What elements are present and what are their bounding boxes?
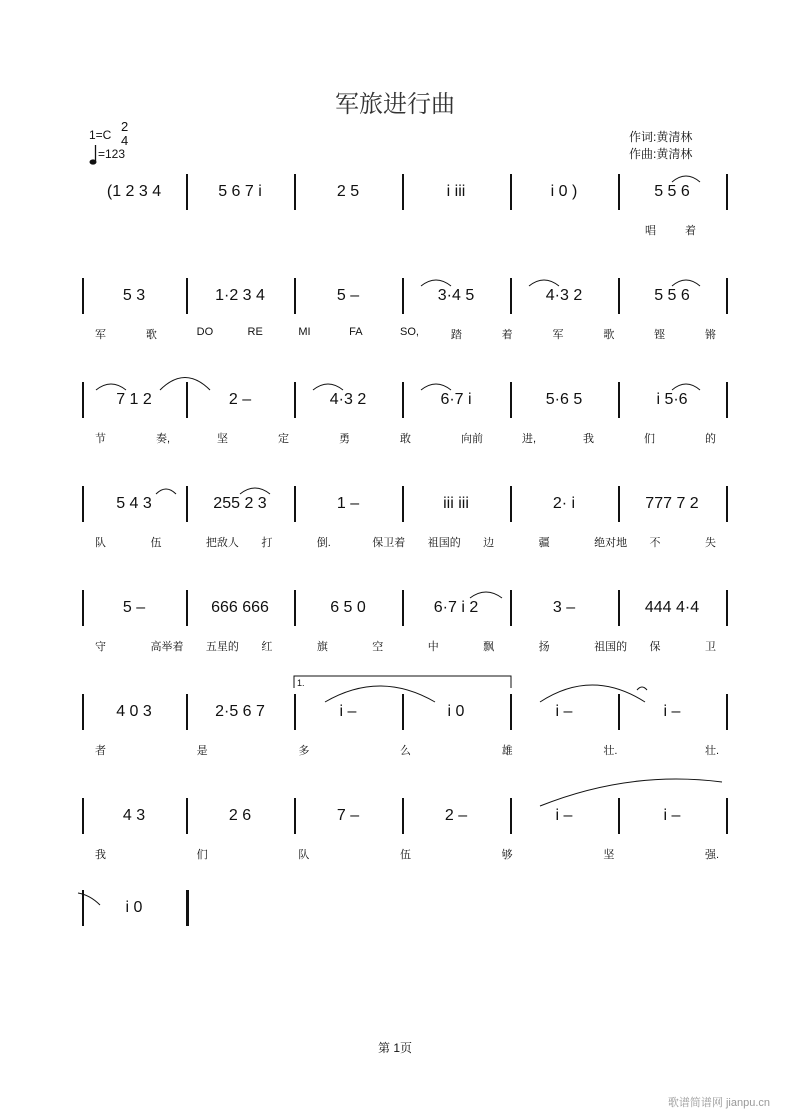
measure: 4 0 3 [116, 703, 152, 720]
lyric-syllable: 雄 [501, 745, 513, 757]
lyric-syllable: 打 [261, 537, 273, 549]
page-footer: 第 1页 [377, 1041, 412, 1055]
lyric-syllable: 么 [400, 745, 411, 757]
barline [726, 694, 728, 730]
barline [294, 382, 296, 418]
measure: 3·4 5 [437, 287, 475, 304]
lyric-syllable: 中 [427, 641, 439, 653]
barline [294, 798, 296, 834]
measure: 6·7 i 2 [433, 599, 479, 616]
lyric-syllable: 红 [261, 641, 273, 653]
measure: 5 4 3 [116, 495, 152, 512]
lyric-syllable: 踏 [450, 329, 462, 341]
barline [618, 590, 620, 626]
barline [726, 174, 728, 210]
barline [186, 174, 188, 210]
barline [402, 694, 404, 730]
measure: 255 2 3 [213, 495, 267, 512]
score-row [0, 172, 790, 272]
measure: (1 2 3 4 [106, 183, 162, 200]
lyric-syllable: RE [247, 326, 263, 338]
measure: 4·3 2 [329, 391, 367, 408]
barline [618, 382, 620, 418]
score-row [0, 692, 790, 792]
barline [186, 278, 188, 314]
lyric-syllable: 向前 [461, 433, 483, 445]
measure: i 0 ) [550, 183, 578, 200]
lyric-syllable: 多 [298, 745, 310, 757]
measure: i iii [446, 183, 466, 200]
lyric-syllable: 祖国的 [594, 641, 628, 653]
lyric-syllable: 保卫着 [372, 537, 406, 549]
barline [402, 486, 404, 522]
lyric-syllable: 把敌人 [205, 537, 239, 549]
score-row [0, 796, 790, 896]
lyric-syllable: 节 [95, 433, 106, 445]
lyric-syllable: 我 [95, 849, 106, 861]
lyric-syllable: 飘 [483, 641, 495, 653]
lyric-syllable: 队 [298, 849, 310, 861]
score-row [0, 484, 790, 584]
lyrics-line [0, 430, 790, 446]
lyrics-line [0, 846, 790, 862]
measure: 2· i [552, 495, 576, 512]
watermark: 歌谱简谱网 jianpu.cn [667, 1097, 770, 1109]
lyric-syllable: 失 [705, 537, 716, 549]
measure: i – [663, 703, 681, 720]
lyric-syllable: 边 [483, 537, 495, 549]
lyric-syllable: 高举着 [150, 641, 184, 653]
score-row [0, 588, 790, 688]
barline [510, 174, 512, 210]
measure: 1 – [336, 495, 360, 512]
lyric-syllable: 军 [552, 329, 564, 341]
barline [510, 694, 512, 730]
measure: 5 – [122, 599, 146, 616]
lyric-syllable: 伍 [150, 537, 162, 549]
measure: 4 3 [122, 807, 146, 824]
lyric-syllable: SO, [400, 326, 419, 338]
measure: 2 5 [336, 183, 360, 200]
lyric-syllable: 坚 [217, 433, 228, 445]
key-signature: 1=C [89, 128, 112, 142]
lyric-syllable: 唱 [645, 225, 656, 237]
measure: 2 6 [228, 807, 252, 824]
lyric-syllable: 着 [685, 225, 696, 237]
measure: 7 – [336, 807, 360, 824]
barline [726, 278, 728, 314]
barline [618, 174, 620, 210]
lyric-syllable: 五星的 [205, 641, 239, 653]
barline [618, 278, 620, 314]
tempo-marking: =123 [98, 147, 126, 161]
lyrics-line [0, 222, 790, 238]
lyric-syllable: 的 [705, 433, 716, 445]
lyric-syllable: DO [196, 326, 214, 338]
score-row [0, 276, 790, 376]
lyric-syllable: 伍 [400, 849, 411, 861]
lyric-syllable: 奏, [156, 433, 171, 445]
lyric-syllable: 空 [372, 641, 384, 653]
measure: i – [555, 703, 573, 720]
lyric-syllable: 们 [196, 849, 208, 861]
lyrics-line [0, 638, 790, 654]
barline [294, 590, 296, 626]
lyric-syllable: FA [349, 326, 363, 338]
lyric-syllable: 旗 [316, 641, 328, 653]
measure: 5 5 6 [654, 287, 690, 304]
barline [510, 278, 512, 314]
time-signature-bottom: 4 [121, 133, 129, 148]
lyric-syllable: 定 [278, 433, 289, 445]
measure: 2 – [228, 391, 252, 408]
measure: iii iii [443, 495, 469, 512]
lyric-syllable: 勇 [339, 433, 350, 445]
lyricist-credit: 作词:黄清林 [629, 130, 693, 144]
measure: i 5·6 [656, 391, 688, 408]
lyric-syllable: 进, [522, 433, 537, 445]
barline [510, 382, 512, 418]
barline [726, 798, 728, 834]
barline [82, 694, 84, 730]
lyric-syllable: 守 [95, 641, 106, 653]
measure: i 0 [125, 899, 143, 916]
lyrics-line [0, 534, 790, 550]
lyrics-line [0, 938, 790, 954]
measure: 4·3 2 [545, 287, 583, 304]
time-signature-top: 2 [121, 119, 129, 134]
volta-label: 1. [297, 678, 305, 688]
measure: 777 7 2 [645, 495, 699, 512]
lyric-syllable: 锵 [705, 329, 716, 341]
measure: 5 – [336, 287, 360, 304]
measure: 5 6 7 i [218, 183, 262, 200]
song-title: 军旅进行曲 [335, 90, 455, 118]
lyric-syllable: 不 [649, 537, 661, 549]
lyric-syllable: MI [298, 326, 311, 338]
lyric-syllable: 坚 [603, 849, 615, 861]
lyric-syllable: 铿 [654, 329, 666, 341]
measure: 5 5 6 [654, 183, 690, 200]
barline [618, 798, 620, 834]
lyric-syllable: 队 [95, 537, 106, 549]
measure: i – [555, 807, 573, 824]
barline [82, 798, 84, 834]
measure: 5 3 [122, 287, 146, 304]
lyric-syllable: 壮. [705, 745, 720, 757]
score-row [0, 380, 790, 480]
barline [402, 174, 404, 210]
barline [726, 486, 728, 522]
barline [186, 798, 188, 834]
lyric-syllable: 歌 [145, 329, 157, 341]
barline [726, 382, 728, 418]
barline [186, 694, 188, 730]
measure: 6 5 0 [330, 599, 366, 616]
measure: 7 1 2 [116, 391, 152, 408]
composer-credit: 作曲:黄清林 [629, 147, 693, 161]
measure: 2·5 6 7 [215, 703, 265, 720]
barline [618, 694, 620, 730]
barline [82, 278, 84, 314]
lyrics-line [0, 326, 790, 342]
lyric-syllable: 倒. [316, 537, 331, 549]
measure: 444 4·4 [644, 599, 700, 616]
barline [510, 486, 512, 522]
measure: 666 666 [211, 599, 269, 616]
lyric-syllable: 们 [644, 433, 655, 445]
lyric-syllable: 歌 [603, 329, 615, 341]
barline [618, 486, 620, 522]
lyric-syllable: 扬 [538, 641, 550, 653]
lyric-syllable: 者 [95, 745, 106, 757]
lyric-syllable: 保 [649, 641, 661, 653]
barline [402, 590, 404, 626]
lyric-syllable: 敢 [400, 433, 411, 445]
lyrics-line [0, 742, 790, 758]
barline [402, 278, 404, 314]
lyric-syllable: 够 [501, 849, 513, 861]
measure: 6·7 i [440, 391, 472, 408]
barline [510, 798, 512, 834]
barline [402, 382, 404, 418]
measure: i – [663, 807, 681, 824]
measure: 1·2 3 4 [215, 287, 265, 304]
barline [294, 174, 296, 210]
barline [294, 486, 296, 522]
lyric-syllable: 卫 [705, 641, 716, 653]
lyric-syllable: 是 [196, 745, 208, 757]
barline [82, 890, 84, 926]
barline [510, 590, 512, 626]
barline [186, 382, 188, 418]
barline [186, 590, 188, 626]
lyric-syllable: 强. [705, 849, 720, 861]
measure: i – [339, 703, 357, 720]
time-signature [121, 120, 128, 148]
barline [186, 486, 188, 522]
quarter-note-icon [89, 144, 97, 166]
measure: i 0 [447, 703, 465, 720]
measure: 2 – [444, 807, 468, 824]
score-row [0, 888, 790, 988]
barline [82, 590, 84, 626]
barline [294, 278, 296, 314]
lyric-syllable: 我 [583, 433, 594, 445]
barline [82, 486, 84, 522]
barline [82, 382, 84, 418]
lyric-syllable: 祖国的 [427, 537, 461, 549]
barline [402, 798, 404, 834]
barline [294, 694, 296, 730]
measure: 5·6 5 [545, 391, 583, 408]
lyric-syllable: 军 [95, 329, 106, 341]
lyric-syllable: 壮. [603, 745, 618, 757]
lyric-syllable: 绝对地 [594, 537, 628, 549]
barline [726, 590, 728, 626]
lyric-syllable: 疆 [538, 537, 550, 549]
lyric-syllable: 着 [501, 329, 513, 341]
barline [186, 890, 189, 926]
measure: 3 – [552, 599, 576, 616]
